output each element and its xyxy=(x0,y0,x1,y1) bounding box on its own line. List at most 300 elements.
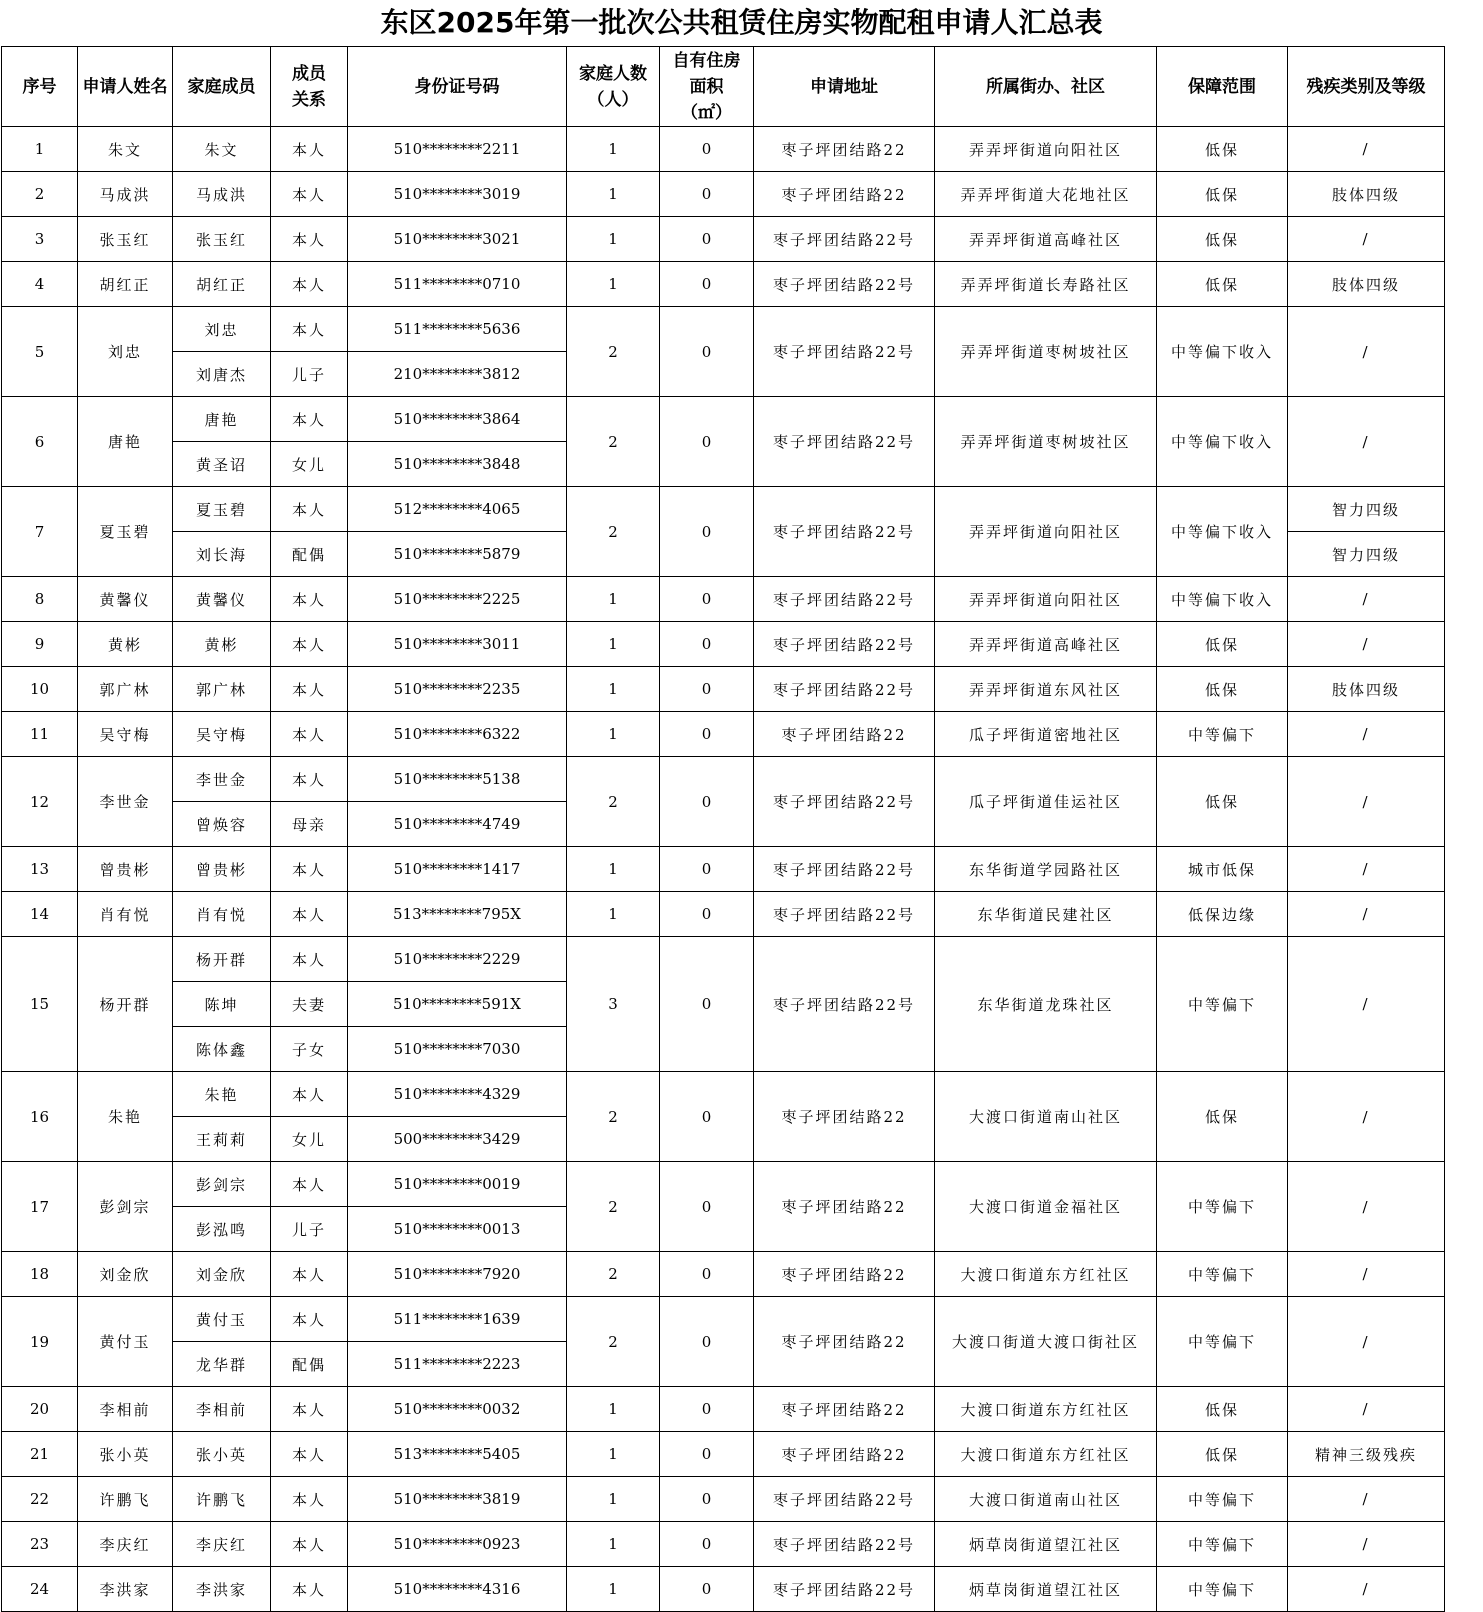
cell-scope: 中等偏下收入 xyxy=(1157,397,1288,487)
cell-family-count: 1 xyxy=(567,217,660,262)
cell-id-number: 510********3019 xyxy=(348,172,567,217)
table-row xyxy=(2,307,1445,352)
cell-applicant-name: 马成洪 xyxy=(78,172,173,217)
table-row xyxy=(2,937,1445,982)
cell-relation: 本人 xyxy=(271,1252,348,1297)
cell-relation: 子女 xyxy=(271,1027,348,1072)
header-label: 申请地址 xyxy=(810,76,878,97)
cell-community: 弄弄坪街道长寿路社区 xyxy=(935,262,1157,307)
cell-community: 瓜子坪街道佳运社区 xyxy=(935,757,1157,847)
cell-disability: / xyxy=(1288,577,1445,622)
cell-family-count: 1 xyxy=(567,892,660,937)
cell-id-number: 510********4749 xyxy=(348,802,567,847)
cell-family-count: 2 xyxy=(567,1252,660,1297)
cell-relation: 本人 xyxy=(271,577,348,622)
cell-housing-area: 0 xyxy=(660,937,754,1072)
cell-housing-area: 0 xyxy=(660,1252,754,1297)
cell-member-name: 龙华群 xyxy=(173,1342,271,1387)
header-cell-area xyxy=(660,47,754,127)
cell-member-name: 彭剑宗 xyxy=(173,1162,271,1207)
cell-community: 弄弄坪街道枣树坡社区 xyxy=(935,307,1157,397)
cell-housing-area: 0 xyxy=(660,397,754,487)
cell-no: 6 xyxy=(2,397,78,487)
cell-scope: 中等偏下 xyxy=(1157,1567,1288,1612)
cell-disability: 精神三级残疾 xyxy=(1288,1432,1445,1477)
cell-id-number: 510********2229 xyxy=(348,937,567,982)
cell-relation: 本人 xyxy=(271,1072,348,1117)
cell-community: 弄弄坪街道高峰社区 xyxy=(935,217,1157,262)
header-label: 残疾类别及等级 xyxy=(1306,76,1426,97)
cell-family-count: 2 xyxy=(567,1162,660,1252)
cell-member-name: 陈体鑫 xyxy=(173,1027,271,1072)
cell-id-number: 510********3848 xyxy=(348,442,567,487)
cell-scope: 中等偏下收入 xyxy=(1157,307,1288,397)
cell-no: 16 xyxy=(2,1072,78,1162)
table-row xyxy=(2,1387,1445,1432)
cell-community: 炳草岗街道望江社区 xyxy=(935,1522,1157,1567)
cell-relation: 本人 xyxy=(271,757,348,802)
cell-family-count: 1 xyxy=(567,1477,660,1522)
cell-member-name: 陈坤 xyxy=(173,982,271,1027)
cell-member-name: 夏玉碧 xyxy=(173,487,271,532)
cell-disability: 智力四级 xyxy=(1288,532,1445,577)
header-cell-count xyxy=(567,47,660,127)
cell-scope: 低保 xyxy=(1157,1072,1288,1162)
cell-family-count: 1 xyxy=(567,667,660,712)
cell-applicant-name: 郭广林 xyxy=(78,667,173,712)
cell-id-number: 510********5879 xyxy=(348,532,567,577)
cell-relation: 本人 xyxy=(271,172,348,217)
cell-member-name: 张玉红 xyxy=(173,217,271,262)
table-body xyxy=(2,47,1445,1612)
cell-community: 弄弄坪街道东风社区 xyxy=(935,667,1157,712)
cell-address: 枣子坪团结路22号 xyxy=(754,1477,935,1522)
cell-member-name: 李世金 xyxy=(173,757,271,802)
cell-address: 枣子坪团结路22 xyxy=(754,1387,935,1432)
table-row xyxy=(2,622,1445,667)
cell-no: 3 xyxy=(2,217,78,262)
cell-community: 大渡口街道东方红社区 xyxy=(935,1432,1157,1477)
cell-address: 枣子坪团结路22号 xyxy=(754,757,935,847)
cell-id-number: 510********2211 xyxy=(348,127,567,172)
cell-family-count: 1 xyxy=(567,1387,660,1432)
header-label: 成员 关系 xyxy=(292,63,326,110)
cell-id-number: 510********3864 xyxy=(348,397,567,442)
header-label: 自有住房 面积 （㎡） xyxy=(672,50,741,123)
cell-address: 枣子坪团结路22号 xyxy=(754,1567,935,1612)
cell-community: 炳草岗街道望江社区 xyxy=(935,1567,1157,1612)
cell-id-number: 510********3021 xyxy=(348,217,567,262)
cell-scope: 中等偏下收入 xyxy=(1157,487,1288,577)
cell-family-count: 2 xyxy=(567,757,660,847)
cell-applicant-name: 李庆红 xyxy=(78,1522,173,1567)
cell-scope: 低保 xyxy=(1157,172,1288,217)
cell-address: 枣子坪团结路22号 xyxy=(754,487,935,577)
cell-family-count: 2 xyxy=(567,307,660,397)
cell-relation: 女儿 xyxy=(271,442,348,487)
table-row xyxy=(2,397,1445,442)
cell-family-count: 1 xyxy=(567,577,660,622)
cell-disability: 肢体四级 xyxy=(1288,262,1445,307)
cell-family-count: 1 xyxy=(567,172,660,217)
cell-id-number: 510********0013 xyxy=(348,1207,567,1252)
cell-address: 枣子坪团结路22号 xyxy=(754,577,935,622)
cell-address: 枣子坪团结路22号 xyxy=(754,667,935,712)
cell-member-name: 李相前 xyxy=(173,1387,271,1432)
cell-member-name: 朱文 xyxy=(173,127,271,172)
cell-family-count: 1 xyxy=(567,1432,660,1477)
cell-applicant-name: 刘忠 xyxy=(78,307,173,397)
cell-id-number: 510********4316 xyxy=(348,1567,567,1612)
cell-address: 枣子坪团结路22 xyxy=(754,1162,935,1252)
cell-relation: 夫妻 xyxy=(271,982,348,1027)
cell-community: 东华街道学园路社区 xyxy=(935,847,1157,892)
cell-community: 东华街道龙珠社区 xyxy=(935,937,1157,1072)
cell-community: 弄弄坪街道向阳社区 xyxy=(935,487,1157,577)
cell-scope: 低保 xyxy=(1157,1387,1288,1432)
cell-applicant-name: 杨开群 xyxy=(78,937,173,1072)
cell-member-name: 胡红正 xyxy=(173,262,271,307)
header-label: 家庭成员 xyxy=(187,76,256,97)
cell-member-name: 唐艳 xyxy=(173,397,271,442)
cell-member-name: 朱艳 xyxy=(173,1072,271,1117)
cell-relation: 本人 xyxy=(271,1567,348,1612)
header-cell-address xyxy=(754,47,935,127)
cell-member-name: 刘金欣 xyxy=(173,1252,271,1297)
cell-relation: 配偶 xyxy=(271,1342,348,1387)
header-label: 保障范围 xyxy=(1188,76,1256,97)
cell-housing-area: 0 xyxy=(660,757,754,847)
cell-housing-area: 0 xyxy=(660,892,754,937)
cell-relation: 本人 xyxy=(271,1432,348,1477)
table-row xyxy=(2,1432,1445,1477)
cell-id-number: 510********0032 xyxy=(348,1387,567,1432)
cell-no: 23 xyxy=(2,1522,78,1567)
cell-community: 弄弄坪街道向阳社区 xyxy=(935,577,1157,622)
cell-no: 14 xyxy=(2,892,78,937)
cell-relation: 女儿 xyxy=(271,1117,348,1162)
cell-no: 18 xyxy=(2,1252,78,1297)
cell-no: 5 xyxy=(2,307,78,397)
cell-scope: 中等偏下 xyxy=(1157,712,1288,757)
cell-address: 枣子坪团结路22 xyxy=(754,712,935,757)
cell-scope: 低保 xyxy=(1157,217,1288,262)
cell-disability: 肢体四级 xyxy=(1288,667,1445,712)
cell-member-name: 肖有悦 xyxy=(173,892,271,937)
cell-member-name: 许鹏飞 xyxy=(173,1477,271,1522)
cell-housing-area: 0 xyxy=(660,172,754,217)
cell-scope: 低保边缘 xyxy=(1157,892,1288,937)
cell-member-name: 彭泓鸣 xyxy=(173,1207,271,1252)
cell-housing-area: 0 xyxy=(660,1432,754,1477)
cell-housing-area: 0 xyxy=(660,1162,754,1252)
cell-scope: 中等偏下 xyxy=(1157,1252,1288,1297)
cell-no: 2 xyxy=(2,172,78,217)
cell-address: 枣子坪团结路22号 xyxy=(754,262,935,307)
cell-id-number: 510********1417 xyxy=(348,847,567,892)
cell-no: 12 xyxy=(2,757,78,847)
cell-no: 17 xyxy=(2,1162,78,1252)
page-title: 东区2025年第一批次公共租赁住房实物配租申请人汇总表 xyxy=(380,6,1103,39)
table-row xyxy=(2,1477,1445,1522)
cell-relation: 母亲 xyxy=(271,802,348,847)
cell-id-number: 510********7920 xyxy=(348,1252,567,1297)
cell-disability: / xyxy=(1288,397,1445,487)
cell-disability: / xyxy=(1288,217,1445,262)
cell-applicant-name: 许鹏飞 xyxy=(78,1477,173,1522)
cell-applicant-name: 黄彬 xyxy=(78,622,173,667)
cell-id-number: 513********5405 xyxy=(348,1432,567,1477)
cell-community: 大渡口街道东方红社区 xyxy=(935,1252,1157,1297)
cell-disability: / xyxy=(1288,847,1445,892)
cell-member-name: 刘长海 xyxy=(173,532,271,577)
cell-relation: 本人 xyxy=(271,892,348,937)
cell-member-name: 李庆红 xyxy=(173,1522,271,1567)
cell-scope: 中等偏下 xyxy=(1157,1162,1288,1252)
cell-address: 枣子坪团结路22 xyxy=(754,172,935,217)
cell-no: 10 xyxy=(2,667,78,712)
cell-scope: 低保 xyxy=(1157,667,1288,712)
cell-relation: 本人 xyxy=(271,487,348,532)
cell-member-name: 黄馨仪 xyxy=(173,577,271,622)
applicant-summary-table xyxy=(1,46,1445,1612)
header-label: 申请人姓名 xyxy=(82,76,168,97)
cell-id-number: 510********2225 xyxy=(348,577,567,622)
header-label: 所属街办、社区 xyxy=(986,76,1105,97)
table-row xyxy=(2,1522,1445,1567)
cell-id-number: 510********5138 xyxy=(348,757,567,802)
header-cell-no xyxy=(2,47,78,127)
cell-id-number: 511********1639 xyxy=(348,1297,567,1342)
cell-member-name: 曾贵彬 xyxy=(173,847,271,892)
cell-disability: 智力四级 xyxy=(1288,487,1445,532)
cell-member-name: 吴守梅 xyxy=(173,712,271,757)
cell-id-number: 513********795X xyxy=(348,892,567,937)
cell-disability: / xyxy=(1288,1072,1445,1162)
cell-id-number: 511********2223 xyxy=(348,1342,567,1387)
table-row xyxy=(2,127,1445,172)
cell-address: 枣子坪团结路22号 xyxy=(754,622,935,667)
cell-applicant-name: 胡红正 xyxy=(78,262,173,307)
cell-id-number: 510********0923 xyxy=(348,1522,567,1567)
cell-id-number: 510********3011 xyxy=(348,622,567,667)
cell-applicant-name: 张小英 xyxy=(78,1432,173,1477)
cell-id-number: 510********2235 xyxy=(348,667,567,712)
cell-community: 大渡口街道大渡口街社区 xyxy=(935,1297,1157,1387)
cell-no: 19 xyxy=(2,1297,78,1387)
cell-relation: 本人 xyxy=(271,847,348,892)
table-row xyxy=(2,1252,1445,1297)
cell-no: 7 xyxy=(2,487,78,577)
header-cell-relation xyxy=(271,47,348,127)
cell-member-name: 黄彬 xyxy=(173,622,271,667)
cell-relation: 本人 xyxy=(271,127,348,172)
cell-housing-area: 0 xyxy=(660,1072,754,1162)
cell-disability: / xyxy=(1288,1162,1445,1252)
cell-community: 大渡口街道南山社区 xyxy=(935,1072,1157,1162)
header-label: 家庭人数 （人） xyxy=(579,63,647,110)
cell-id-number: 210********3812 xyxy=(348,352,567,397)
table-row xyxy=(2,667,1445,712)
header-row xyxy=(2,47,1445,127)
cell-scope: 低保 xyxy=(1157,127,1288,172)
cell-member-name: 杨开群 xyxy=(173,937,271,982)
cell-community: 瓜子坪街道密地社区 xyxy=(935,712,1157,757)
cell-applicant-name: 朱文 xyxy=(78,127,173,172)
cell-member-name: 刘忠 xyxy=(173,307,271,352)
cell-housing-area: 0 xyxy=(660,1567,754,1612)
cell-no: 15 xyxy=(2,937,78,1072)
cell-scope: 中等偏下 xyxy=(1157,937,1288,1072)
cell-disability: / xyxy=(1288,307,1445,397)
cell-housing-area: 0 xyxy=(660,1387,754,1432)
cell-family-count: 1 xyxy=(567,262,660,307)
cell-applicant-name: 吴守梅 xyxy=(78,712,173,757)
cell-address: 枣子坪团结路22 xyxy=(754,1297,935,1387)
cell-member-name: 郭广林 xyxy=(173,667,271,712)
cell-housing-area: 0 xyxy=(660,487,754,577)
cell-relation: 儿子 xyxy=(271,1207,348,1252)
cell-relation: 本人 xyxy=(271,1522,348,1567)
cell-disability: / xyxy=(1288,622,1445,667)
cell-no: 8 xyxy=(2,577,78,622)
cell-family-count: 1 xyxy=(567,622,660,667)
cell-applicant-name: 肖有悦 xyxy=(78,892,173,937)
cell-scope: 城市低保 xyxy=(1157,847,1288,892)
cell-applicant-name: 黄付玉 xyxy=(78,1297,173,1387)
cell-relation: 配偶 xyxy=(271,532,348,577)
header-cell-scope xyxy=(1157,47,1288,127)
cell-id-number: 510********0019 xyxy=(348,1162,567,1207)
cell-address: 枣子坪团结路22 xyxy=(754,1432,935,1477)
cell-no: 22 xyxy=(2,1477,78,1522)
cell-no: 20 xyxy=(2,1387,78,1432)
cell-scope: 低保 xyxy=(1157,262,1288,307)
cell-no: 21 xyxy=(2,1432,78,1477)
table-row xyxy=(2,217,1445,262)
cell-no: 13 xyxy=(2,847,78,892)
cell-relation: 本人 xyxy=(271,937,348,982)
cell-disability: / xyxy=(1288,1387,1445,1432)
cell-scope: 低保 xyxy=(1157,622,1288,667)
cell-housing-area: 0 xyxy=(660,1297,754,1387)
cell-no: 1 xyxy=(2,127,78,172)
cell-housing-area: 0 xyxy=(660,622,754,667)
cell-community: 弄弄坪街道大花地社区 xyxy=(935,172,1157,217)
cell-community: 弄弄坪街道高峰社区 xyxy=(935,622,1157,667)
cell-disability: / xyxy=(1288,127,1445,172)
cell-relation: 本人 xyxy=(271,622,348,667)
cell-applicant-name: 李洪家 xyxy=(78,1567,173,1612)
cell-housing-area: 0 xyxy=(660,217,754,262)
cell-housing-area: 0 xyxy=(660,1477,754,1522)
cell-community: 弄弄坪街道枣树坡社区 xyxy=(935,397,1157,487)
table-row xyxy=(2,892,1445,937)
table-row xyxy=(2,1072,1445,1117)
cell-member-name: 张小英 xyxy=(173,1432,271,1477)
cell-community: 大渡口街道南山社区 xyxy=(935,1477,1157,1522)
cell-applicant-name: 张玉红 xyxy=(78,217,173,262)
header-cell-disability xyxy=(1288,47,1445,127)
cell-applicant-name: 曾贵彬 xyxy=(78,847,173,892)
cell-id-number: 510********7030 xyxy=(348,1027,567,1072)
cell-family-count: 1 xyxy=(567,847,660,892)
cell-id-number: 511********5636 xyxy=(348,307,567,352)
table-row xyxy=(2,1567,1445,1612)
cell-applicant-name: 夏玉碧 xyxy=(78,487,173,577)
cell-relation: 本人 xyxy=(271,262,348,307)
header-label: 序号 xyxy=(22,76,57,97)
cell-address: 枣子坪团结路22号 xyxy=(754,937,935,1072)
cell-address: 枣子坪团结路22号 xyxy=(754,217,935,262)
cell-community: 东华街道民建社区 xyxy=(935,892,1157,937)
cell-id-number: 512********4065 xyxy=(348,487,567,532)
cell-family-count: 1 xyxy=(567,712,660,757)
cell-id-number: 511********0710 xyxy=(348,262,567,307)
cell-member-name: 王莉莉 xyxy=(173,1117,271,1162)
header-cell-id xyxy=(348,47,567,127)
cell-id-number: 500********3429 xyxy=(348,1117,567,1162)
cell-disability: / xyxy=(1288,712,1445,757)
cell-family-count: 1 xyxy=(567,1567,660,1612)
cell-address: 枣子坪团结路22号 xyxy=(754,847,935,892)
table-row xyxy=(2,1297,1445,1342)
cell-applicant-name: 李世金 xyxy=(78,757,173,847)
cell-applicant-name: 刘金欣 xyxy=(78,1252,173,1297)
cell-relation: 本人 xyxy=(271,307,348,352)
cell-disability: / xyxy=(1288,1567,1445,1612)
cell-community: 弄弄坪街道向阳社区 xyxy=(935,127,1157,172)
cell-family-count: 2 xyxy=(567,397,660,487)
cell-disability: / xyxy=(1288,1252,1445,1297)
cell-scope: 低保 xyxy=(1157,1432,1288,1477)
cell-address: 枣子坪团结路22 xyxy=(754,1252,935,1297)
cell-id-number: 510********591X xyxy=(348,982,567,1027)
table-row xyxy=(2,1162,1445,1207)
cell-family-count: 3 xyxy=(567,937,660,1072)
cell-disability: / xyxy=(1288,1477,1445,1522)
table-row xyxy=(2,487,1445,532)
cell-address: 枣子坪团结路22号 xyxy=(754,1522,935,1567)
cell-relation: 本人 xyxy=(271,1387,348,1432)
cell-family-count: 2 xyxy=(567,1072,660,1162)
cell-disability: / xyxy=(1288,937,1445,1072)
cell-relation: 本人 xyxy=(271,1297,348,1342)
cell-no: 11 xyxy=(2,712,78,757)
cell-family-count: 1 xyxy=(567,1522,660,1567)
cell-scope: 低保 xyxy=(1157,757,1288,847)
cell-housing-area: 0 xyxy=(660,1522,754,1567)
table-row xyxy=(2,172,1445,217)
cell-disability: / xyxy=(1288,757,1445,847)
cell-relation: 本人 xyxy=(271,712,348,757)
cell-member-name: 黄付玉 xyxy=(173,1297,271,1342)
cell-no: 24 xyxy=(2,1567,78,1612)
cell-housing-area: 0 xyxy=(660,127,754,172)
cell-relation: 本人 xyxy=(271,667,348,712)
cell-id-number: 510********3819 xyxy=(348,1477,567,1522)
cell-housing-area: 0 xyxy=(660,847,754,892)
cell-applicant-name: 彭剑宗 xyxy=(78,1162,173,1252)
cell-applicant-name: 李相前 xyxy=(78,1387,173,1432)
cell-scope: 中等偏下收入 xyxy=(1157,577,1288,622)
cell-member-name: 曾焕容 xyxy=(173,802,271,847)
cell-scope: 中等偏下 xyxy=(1157,1297,1288,1387)
cell-member-name: 李洪家 xyxy=(173,1567,271,1612)
table-row xyxy=(2,577,1445,622)
cell-id-number: 510********4329 xyxy=(348,1072,567,1117)
cell-housing-area: 0 xyxy=(660,307,754,397)
